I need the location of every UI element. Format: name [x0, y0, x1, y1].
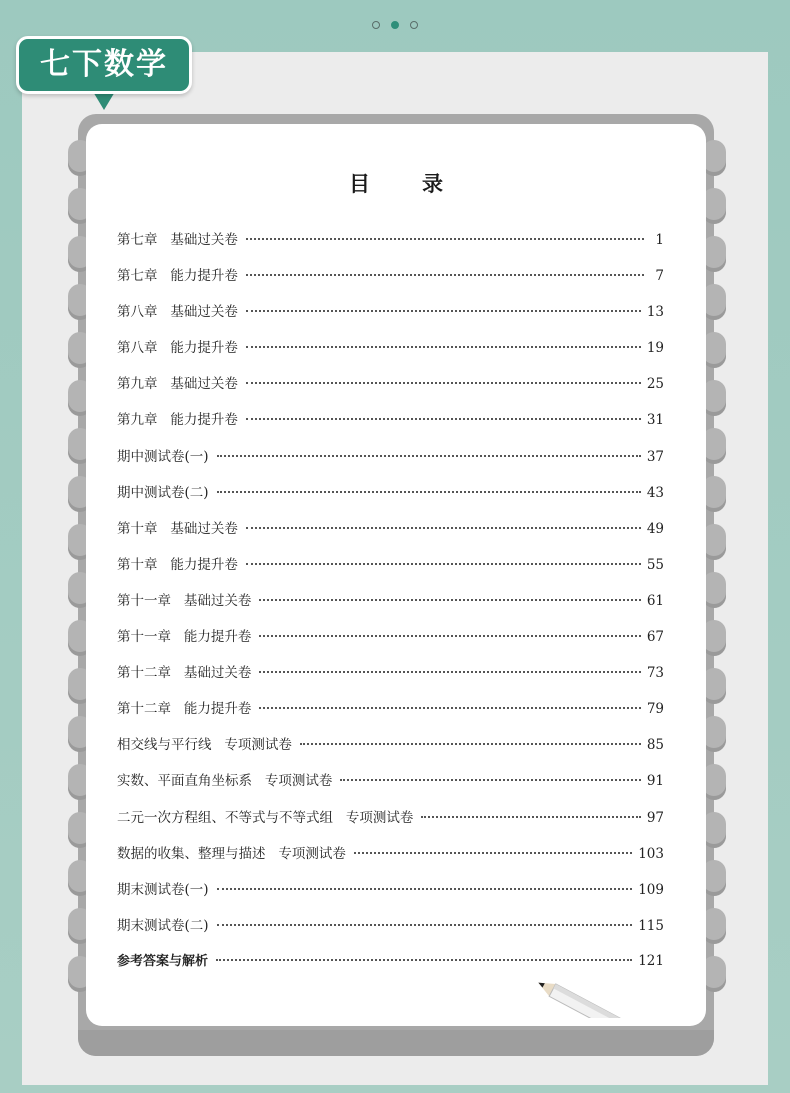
toc-entry — [117, 769, 664, 805]
toc-entry-page: 79 — [646, 701, 664, 718]
toc-leader-dots — [217, 491, 641, 493]
toc-leader-dots — [259, 671, 640, 673]
toc-leader-dots — [246, 346, 641, 348]
toc-entry-page: 19 — [646, 340, 664, 357]
toc-entry-title: 第八章 能力提升卷 — [117, 340, 238, 357]
toc-entry-title: 第十一章 基础过关卷 — [117, 592, 252, 609]
toc-entry-page: 55 — [646, 556, 664, 573]
toc-entry-page: 91 — [646, 773, 664, 790]
toc-entry — [117, 661, 664, 697]
binder-shadow — [78, 1030, 714, 1056]
toc-entry-page: 73 — [646, 665, 664, 682]
toc-entry-page: 103 — [638, 845, 664, 862]
toc-entry — [117, 336, 664, 372]
toc-entry — [117, 372, 664, 408]
toc-leader-dots — [259, 707, 640, 709]
toc-leader-dots — [259, 635, 640, 637]
toc-entry-title: 第十一章 能力提升卷 — [117, 629, 252, 646]
toc-entry — [117, 842, 664, 878]
toc-entry-page: 37 — [646, 448, 664, 465]
toc-entry-page: 109 — [638, 881, 664, 898]
toc-leader-dots — [300, 743, 641, 745]
toc-entry-page: 85 — [646, 737, 664, 754]
toc-entry — [117, 553, 664, 589]
toc-leader-dots — [340, 779, 640, 781]
toc-entry — [117, 481, 664, 517]
toc-entry-title: 二元一次方程组、不等式与不等式组 专项测试卷 — [117, 809, 414, 826]
pencil-icon — [536, 978, 736, 1018]
toc-entry-page: 97 — [646, 809, 664, 826]
toc-entry-title: 第十章 基础过关卷 — [117, 520, 238, 537]
toc-entry — [117, 625, 664, 661]
toc-entry — [117, 517, 664, 553]
toc-entry — [117, 264, 664, 300]
toc-entry-title: 第七章 基础过关卷 — [117, 232, 238, 248]
carousel-indicator — [0, 14, 790, 33]
toc-leader-dots — [246, 527, 641, 529]
toc-entry-page: 31 — [646, 412, 664, 429]
toc-leader-dots — [246, 274, 644, 276]
toc-entry-page: 67 — [646, 629, 664, 646]
subject-badge: 七下数学 — [16, 36, 192, 94]
toc-entry — [117, 228, 664, 264]
toc-entry — [117, 806, 664, 842]
toc-leader-dots — [216, 959, 632, 961]
toc-entry-title: 第八章 基础过关卷 — [117, 304, 238, 321]
toc-entry-page: 121 — [638, 952, 664, 969]
toc-entry-title: 第九章 基础过关卷 — [117, 376, 238, 393]
toc-entry-title: 期中测试卷(一) — [117, 448, 209, 465]
page-title: 目录 — [349, 172, 495, 196]
toc-entry-title: 第十二章 基础过关卷 — [117, 665, 252, 682]
toc-list — [117, 228, 664, 986]
toc-leader-dots — [217, 455, 641, 457]
toc-entry-title: 期末测试卷(二) — [117, 917, 209, 934]
toc-leader-dots — [246, 310, 641, 312]
toc-leader-dots — [354, 852, 632, 854]
toc-entry-title: 第十二章 能力提升卷 — [117, 701, 252, 718]
toc-entry-title: 期中测试卷(二) — [117, 484, 209, 501]
toc-leader-dots — [246, 382, 641, 384]
toc-entry-title: 实数、平面直角坐标系 专项测试卷 — [117, 773, 333, 790]
carousel-dot-2[interactable] — [391, 21, 399, 29]
toc-entry-page: 115 — [638, 917, 664, 934]
toc-entry-title: 第九章 能力提升卷 — [117, 412, 238, 429]
toc-entry-page: 49 — [646, 520, 664, 537]
toc-leader-dots — [246, 418, 641, 420]
toc-entry — [117, 589, 664, 625]
toc-leader-dots — [246, 238, 644, 240]
toc-entry-page: 7 — [655, 268, 664, 285]
toc-entry-page: 1 — [655, 232, 664, 248]
toc-leader-dots — [217, 924, 633, 926]
toc-entry-page: 13 — [646, 304, 664, 321]
toc-entry — [117, 914, 664, 950]
carousel-dot-1[interactable] — [372, 21, 380, 29]
toc-entry — [117, 733, 664, 769]
toc-leader-dots — [421, 816, 640, 818]
toc-entry-page: 25 — [646, 376, 664, 393]
toc-entry-title: 第十章 能力提升卷 — [117, 556, 238, 573]
toc-leader-dots — [217, 888, 633, 890]
toc-entry — [117, 408, 664, 444]
toc-entry-title: 数据的收集、整理与描述 专项测试卷 — [117, 845, 346, 862]
toc-leader-dots — [246, 563, 641, 565]
toc-entry — [117, 697, 664, 733]
carousel-dot-3[interactable] — [410, 21, 418, 29]
toc-entry-page: 43 — [646, 484, 664, 501]
contents-page — [86, 124, 706, 1026]
toc-entry-title: 参考答案与解析 — [117, 953, 209, 969]
toc-entry — [117, 300, 664, 336]
toc-entry — [117, 445, 664, 481]
toc-entry-title: 期末测试卷(一) — [117, 881, 209, 898]
toc-entry — [117, 878, 664, 914]
toc-entry-title: 第七章 能力提升卷 — [117, 268, 238, 285]
toc-entry-page: 61 — [646, 592, 664, 609]
toc-leader-dots — [259, 599, 640, 601]
toc-entry-title: 相交线与平行线 专项测试卷 — [117, 737, 292, 754]
